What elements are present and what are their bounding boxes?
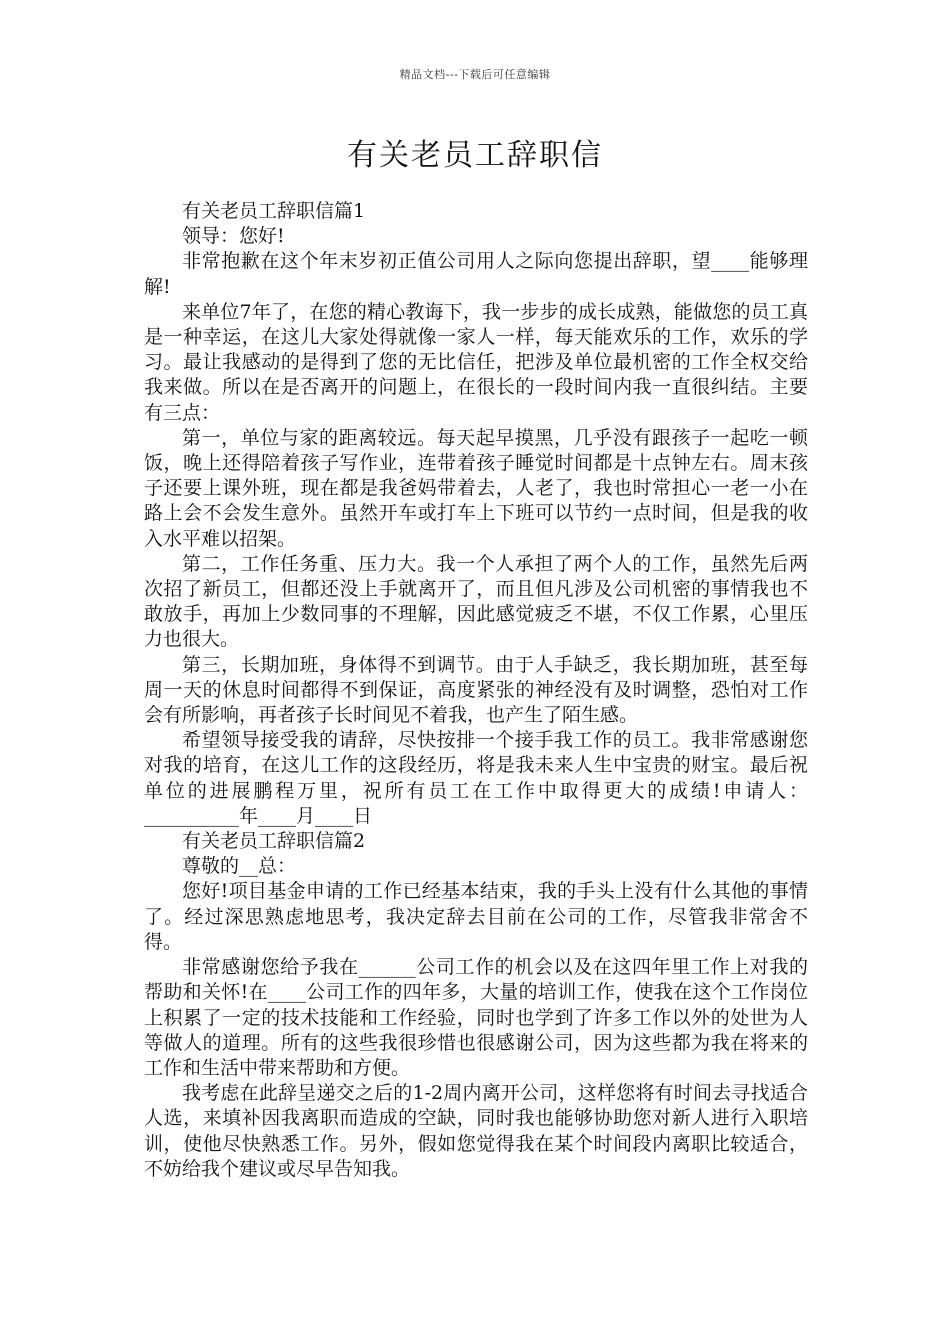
paragraph-signature: 希望领导接受我的请辞，尽快按排一个接手我工作的员工。我非常感谢您对我的培育，在这儿工作的这段经历，将是我未来人生中宝贵的财宝。最后祝单位的进展鹏程万里，祝所有员工在工作中取得更大的成绩!申请人：__________年____月____日 [144, 729, 808, 827]
paragraph: 非常感谢您给予我在______公司工作的机会以及在这四年里工作上对我的帮助和关怀!在____公司工作的四年多，大量的培训工作，使我在这个工作岗位上积累了一定的技术技能和工作经验，同时也学到了许多工作以外的处世为人等做人的道理。所有的这些我很珍惜也很感谢公司，因为这些都为我在将来的工作和生活中带来帮助和方便。 [144, 956, 808, 1079]
salutation: 领导：您好! [182, 225, 285, 248]
paragraph: 您好!项目基金申请的工作已经基本结束，我的手头上没有什么其他的事情了。经过深思熟虑地思考，我决定辞去目前在公司的工作，尽管我非常舍不得。 [144, 880, 808, 953]
paragraph: 非常抱歉在这个年末岁初正值公司用人之际向您提出辞职，望____能够理解! [144, 250, 808, 298]
paragraph: 我考虑在此辞呈递交之后的1-2周内离开公司，这样您将有时间去寻找适合人选，来填补因我离职而造成的空缺，同时我也能够协助您对新人进行入职培训，使他尽快熟悉工作。另外，假如您觉得我在某个时间段内离职比较适合，不妨给我个建议或尽早告知我。 [144, 1082, 808, 1180]
paragraph: 第二，工作任务重、压力大。我一个人承担了两个人的工作，虽然先后两次招了新员工，但都还没上手就离开了，而且但凡涉及公司机密的事情我也不敢放手，再加上少数同事的不理解，因此感觉疲乏不堪，不仅工作累，心里压力也很大。 [144, 552, 808, 651]
paragraph: 第一，单位与家的距离较远。每天起早摸黑，几乎没有跟孩子一起吃一顿饭，晚上还得陪着孩子写作业，连带着孩子睡觉时间都是十点钟左右。周末孩子还要上课外班，现在都是我爸妈带着去，人老了，我也时常担心一老一小在路上会不会发生意外。虽然开车或打车上下班可以节约一点时间，但是我的收入水平难以招架。 [144, 426, 808, 550]
paragraph: 来单位7年了，在您的精心教诲下，我一步步的成长成熟，能做您的员工真是一种幸运，在这儿大家处得就像一家人一样，每天能欢乐的工作，欢乐的学习。最让我感动的是得到了您的无比信任，把涉及单位最机密的工作全权交给我来做。所以在是否离开的问题上，在很长的一段时间内我一直很纠结。主要有三点： [144, 300, 808, 424]
paragraph: 第三，长期加班，身体得不到调节。由于人手缺乏，我长期加班，甚至每周一天的休息时间都得不到保证，高度紧张的神经没有及时调整，恐怕对工作会有所影响，再者孩子长时间见不着我，也产生了陌生感。 [144, 653, 808, 727]
section-heading-2: 有关老员工辞职信篇2 [182, 830, 366, 853]
header-note: 精品文档---下载后可任意编辑 [399, 68, 551, 81]
document-title: 有关老员工辞职信 [347, 138, 603, 173]
section-heading-1: 有关老员工辞职信篇1 [182, 200, 366, 222]
letter-body [144, 199, 808, 1182]
salutation: 尊敬的__总： [182, 855, 297, 878]
